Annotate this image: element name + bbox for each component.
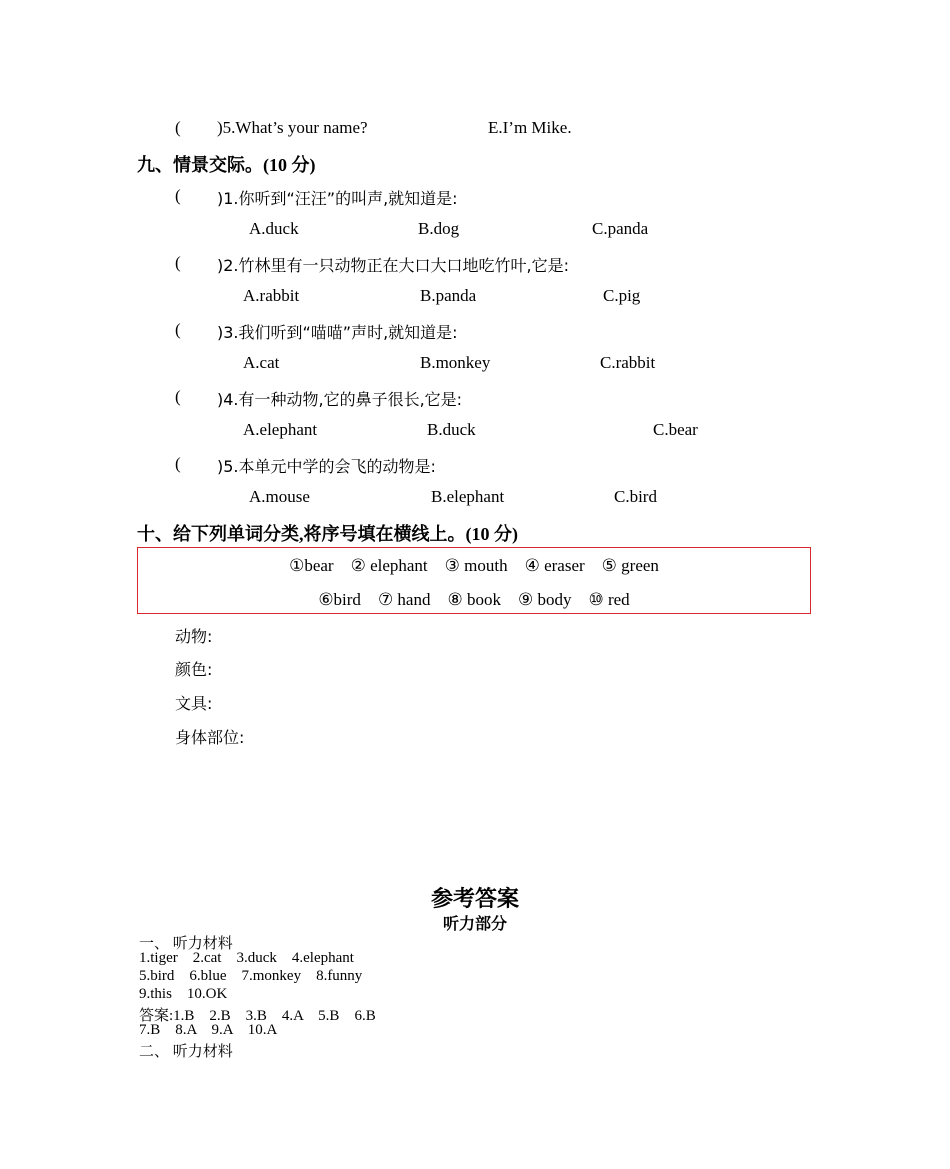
option-c: C.panda <box>592 219 649 238</box>
option-c: C.rabbit <box>600 353 656 372</box>
word-item: ⑦ hand <box>377 590 431 609</box>
option-c: C.pig <box>603 286 641 305</box>
category-animals: 动物: <box>175 627 213 646</box>
option-b: B.elephant <box>431 487 505 506</box>
answers-subtitle: 听力部分 <box>442 916 507 933</box>
word-item: ③ mouth <box>444 556 508 575</box>
answer-line: 答案:1.B 2.B 3.B 4.A 5.B 6.B <box>139 1008 376 1024</box>
answer-line: 9.this 10.OK <box>139 986 228 1002</box>
answer-line: 7.B 8.A 9.A 10.A <box>139 1022 278 1038</box>
answers-title: 参考答案 <box>430 886 519 911</box>
question-text: )5.本单元中学的会飞的动物是: <box>217 457 436 476</box>
option-a: A.elephant <box>243 420 318 439</box>
question-text: )5.What’s your name? <box>217 118 368 137</box>
word-item: ② elephant <box>350 556 428 575</box>
option-c: C.bear <box>653 420 698 439</box>
category-colors: 颜色: <box>175 660 213 679</box>
option-c: C.bird <box>614 487 657 506</box>
option-b: B.duck <box>427 420 476 439</box>
word-item: ⑤ green <box>601 556 659 575</box>
option-a: A.mouse <box>249 487 310 506</box>
category-body-parts: 身体部位: <box>175 728 245 747</box>
option-b: B.panda <box>420 286 477 305</box>
word-box <box>137 547 811 614</box>
option-a: A.duck <box>249 219 299 238</box>
question-paren: ( <box>175 320 181 339</box>
question-paren: ( <box>175 186 181 205</box>
category-stationery: 文具: <box>175 694 213 713</box>
answer-option: E.I’m Mike. <box>488 118 572 137</box>
option-b: B.monkey <box>420 353 491 372</box>
word-item: ⑥bird <box>318 590 361 609</box>
section-heading-10: 十、给下列单词分类,将序号填在横线上。(10 分) <box>137 524 518 544</box>
word-row-2 <box>138 590 810 610</box>
answer-line: 1.tiger 2.cat 3.duck 4.elephant <box>139 950 354 966</box>
option-b: B.dog <box>418 219 460 238</box>
question-paren: ( <box>175 387 181 406</box>
question-paren: ( <box>175 253 181 272</box>
answer-line: 二、 听力材料 <box>139 1044 233 1060</box>
option-a: A.rabbit <box>243 286 300 305</box>
question-text: )1.你听到“汪汪”的叫声,就知道是: <box>217 189 458 208</box>
question-paren: ( <box>175 118 181 137</box>
answer-line: 一、 听力材料 <box>139 936 233 952</box>
word-item: ⑧ book <box>447 590 501 609</box>
word-item: ①bear <box>289 556 334 575</box>
answer-line: 5.bird 6.blue 7.monkey 8.funny <box>139 968 363 984</box>
question-text: )4.有一种动物,它的鼻子很长,它是: <box>217 390 463 409</box>
section-heading-9: 九、情景交际。(10 分) <box>137 155 316 175</box>
question-text: )3.我们听到“喵喵”声时,就知道是: <box>217 323 458 342</box>
word-item: ⑨ body <box>517 590 572 609</box>
option-a: A.cat <box>243 353 280 372</box>
word-row-1 <box>138 556 810 576</box>
question-paren: ( <box>175 454 181 473</box>
word-item: ④ eraser <box>524 556 585 575</box>
question-text: )2.竹林里有一只动物正在大口大口地吃竹叶,它是: <box>217 256 569 275</box>
word-item: ⑩ red <box>588 590 630 609</box>
